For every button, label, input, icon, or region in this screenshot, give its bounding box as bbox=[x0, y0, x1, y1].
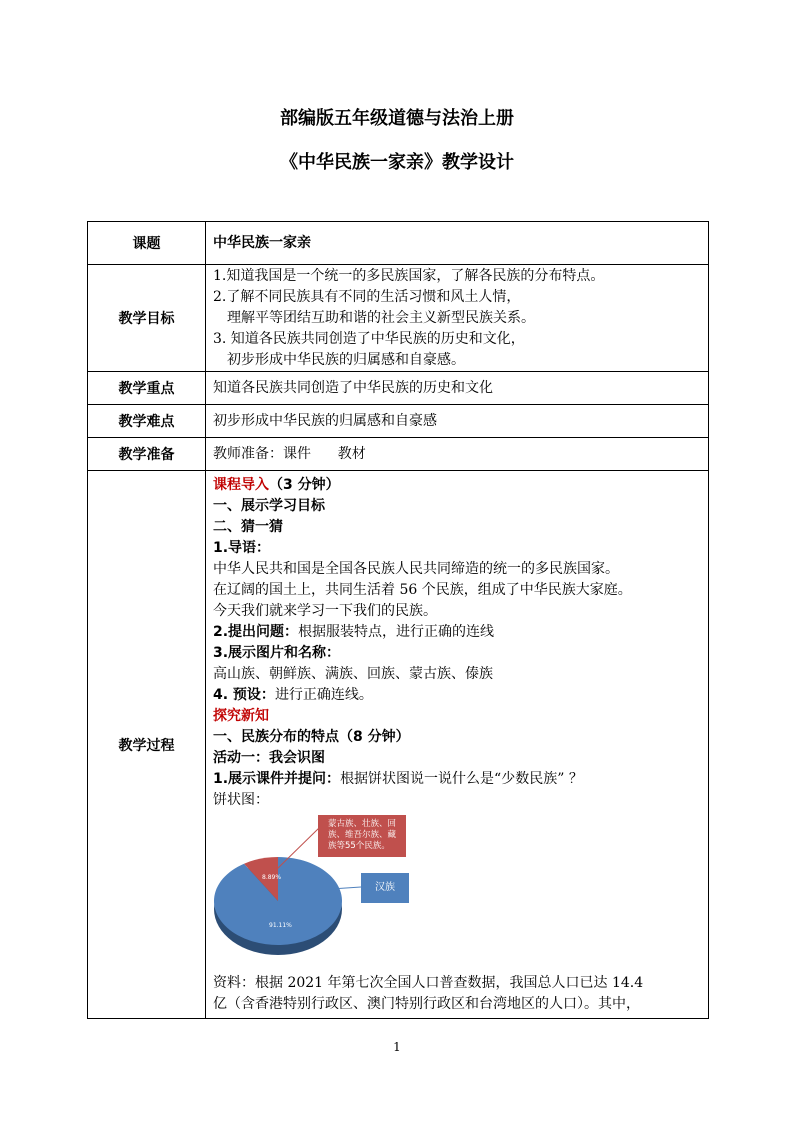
lesson-plan-table bbox=[87, 221, 709, 1019]
step-line: 3.展示图片和名称： bbox=[213, 644, 341, 661]
step-line: 一、民族分布的特点（8 分钟） bbox=[213, 728, 410, 745]
text-line: 饼状图： bbox=[213, 791, 269, 808]
text-line: 今天我们就来学习一下我们的民族。 bbox=[213, 602, 437, 619]
goal-line: 理解平等团结互助和谐的社会主义新型民族关系。 bbox=[227, 309, 535, 326]
goal-line: 2.了解不同民族具有不同的生活习惯和风土人情， bbox=[213, 288, 521, 305]
text-line: 中华人民共和国是全国各民族人民共同缔造的统一的多民族国家。 bbox=[213, 560, 619, 577]
goal-line: 初步形成中华民族的归属感和自豪感。 bbox=[227, 351, 465, 368]
table-row-key bbox=[88, 372, 709, 405]
question-text: 根据服装特点，进行正确的连线 bbox=[298, 623, 495, 640]
document-title: 部编版五年级道德与法治上册 bbox=[280, 108, 514, 129]
callout-minority: 蒙古族、壮族、回族、维吾尔族、藏族等55个民族。 bbox=[318, 815, 406, 857]
value-topic: 中华民族一家亲 bbox=[206, 222, 709, 265]
text-line: 资料：根据 2021 年第七次全国人口普查数据，我国总人口已达 14.4 bbox=[213, 974, 644, 991]
value-goals bbox=[206, 265, 709, 372]
text-line: 在辽阔的国土上，共同生活着 56 个民族，组成了中华民族大家庭。 bbox=[213, 581, 632, 598]
value-difficulty: 初步形成中华民族的归属感和自豪感 bbox=[206, 405, 709, 438]
text-line: 亿（含香港特别行政区、澳门特别行政区和台湾地区的人口）。其中， bbox=[213, 995, 640, 1012]
table-row-goals bbox=[88, 265, 709, 372]
step-line: 二、猜一猜 bbox=[213, 518, 283, 535]
table-row-difficulty bbox=[88, 405, 709, 438]
pie-label-han: 91.11% bbox=[269, 921, 292, 929]
goal-line: 3. 知道各民族共同创造了中华民族的历史和文化， bbox=[213, 330, 525, 347]
intro-time: （3 分钟） bbox=[269, 476, 340, 493]
pie-chart bbox=[213, 813, 413, 963]
value-process bbox=[206, 471, 709, 1019]
value-prep bbox=[206, 438, 709, 471]
label-process: 教学过程 bbox=[88, 471, 206, 1019]
label-difficulty: 教学难点 bbox=[88, 405, 206, 438]
question-label: 2.提出问题： bbox=[213, 623, 299, 640]
page-number: 1 bbox=[393, 1040, 401, 1054]
callout-han: 汉族 bbox=[361, 873, 409, 903]
new-knowledge-heading: 探究新知 bbox=[213, 707, 269, 724]
table-row-process bbox=[88, 471, 709, 1019]
step-line: 1.导语： bbox=[213, 539, 271, 556]
label-goals: 教学目标 bbox=[88, 265, 206, 372]
label-topic: 课题 bbox=[88, 222, 206, 265]
prep-text: 教师准备：课件 教材 bbox=[213, 445, 366, 462]
preset-label: 4. 预设： bbox=[213, 686, 275, 703]
preset-text: 进行正确连线。 bbox=[274, 686, 373, 703]
intro-heading: 课程导入 bbox=[213, 476, 269, 493]
pie-label-minority: 8.89% bbox=[262, 873, 282, 881]
step-line: 活动一：我会识图 bbox=[213, 749, 325, 766]
label-prep: 教学准备 bbox=[88, 438, 206, 471]
step-line: 一、展示学习目标 bbox=[213, 497, 325, 514]
goal-line: 1.知道我国是一个统一的多民族国家，了解各民族的分布特点。 bbox=[213, 267, 605, 284]
label-key: 教学重点 bbox=[88, 372, 206, 405]
text-line: 高山族、朝鲜族、满族、回族、蒙古族、傣族 bbox=[213, 665, 493, 682]
table-row-prep bbox=[88, 438, 709, 471]
show-label: 1.展示课件并提问： bbox=[213, 770, 341, 787]
value-key: 知道各民族共同创造了中华民族的历史和文化 bbox=[206, 372, 709, 405]
table-row-topic bbox=[88, 222, 709, 265]
show-text: 根据饼状图说一说什么是“少数民族” ？ bbox=[340, 770, 583, 787]
document-subtitle: 《中华民族一家亲》教学设计 bbox=[280, 152, 514, 173]
